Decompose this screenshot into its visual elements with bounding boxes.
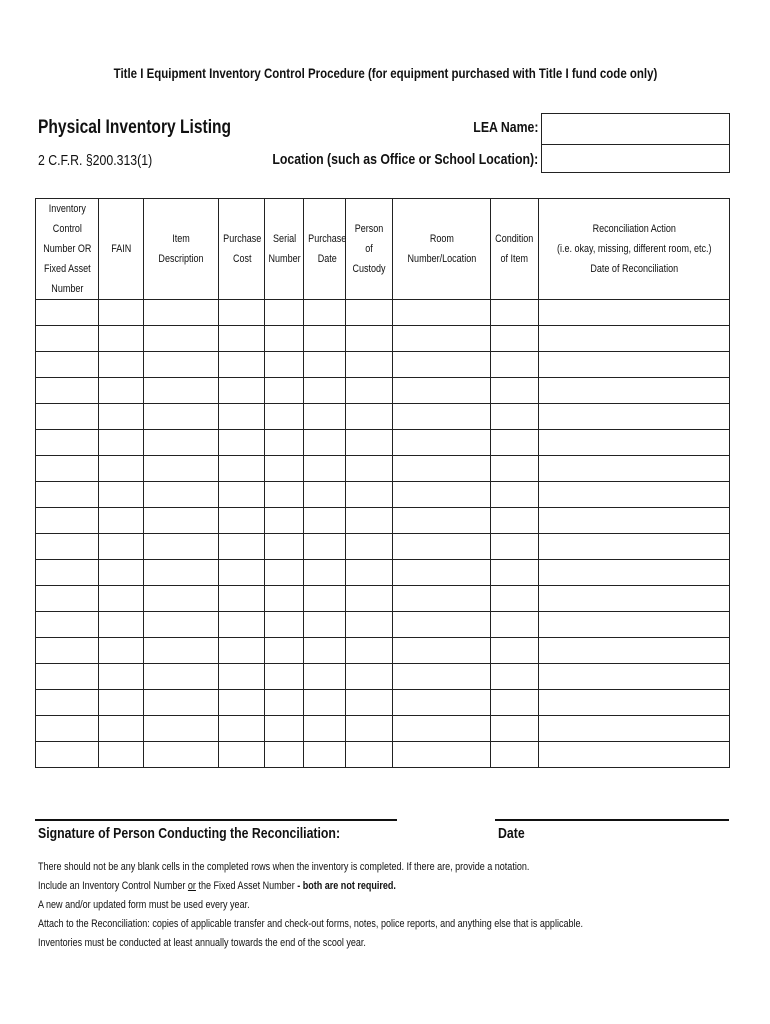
table-cell[interactable] <box>491 378 539 404</box>
table-cell[interactable] <box>393 638 491 664</box>
table-cell[interactable] <box>491 716 539 742</box>
table-cell[interactable] <box>393 742 491 768</box>
table-cell[interactable] <box>219 456 265 482</box>
table-cell[interactable] <box>346 742 393 768</box>
table-cell[interactable] <box>144 560 219 586</box>
table-cell[interactable] <box>393 378 491 404</box>
table-cell[interactable] <box>491 534 539 560</box>
col-purchase-cost: Purchase Cost <box>219 199 265 300</box>
col-room-location: Room Number/Location <box>393 199 491 300</box>
table-cell[interactable] <box>393 430 491 456</box>
table-cell[interactable] <box>304 508 346 534</box>
table-row <box>36 638 730 664</box>
table-cell[interactable] <box>144 352 219 378</box>
table-row <box>36 508 730 534</box>
table-cell[interactable] <box>265 300 304 326</box>
table-cell[interactable] <box>346 456 393 482</box>
table-cell[interactable] <box>539 456 730 482</box>
table-row <box>36 742 730 768</box>
table-cell[interactable] <box>393 690 491 716</box>
note-line: Inventories must be conducted at least annually towards the end of the scool year. <box>38 937 366 949</box>
table-cell[interactable] <box>491 508 539 534</box>
lea-name-field[interactable] <box>541 113 730 145</box>
table-cell[interactable] <box>99 690 144 716</box>
table-row <box>36 378 730 404</box>
table-cell[interactable] <box>36 482 99 508</box>
location-label: Location (such as Office or School Location): <box>272 151 538 168</box>
note-line: A new and/or updated form must be used every year. <box>38 899 250 911</box>
table-cell[interactable] <box>265 430 304 456</box>
table-cell[interactable] <box>99 534 144 560</box>
table-cell[interactable] <box>265 534 304 560</box>
table-cell[interactable] <box>144 456 219 482</box>
table-cell[interactable] <box>491 560 539 586</box>
table-cell[interactable] <box>346 560 393 586</box>
table-cell[interactable] <box>346 326 393 352</box>
table-cell[interactable] <box>393 352 491 378</box>
table-cell[interactable] <box>304 638 346 664</box>
table-cell[interactable] <box>491 352 539 378</box>
table-cell[interactable] <box>304 716 346 742</box>
table-cell[interactable] <box>346 716 393 742</box>
table-cell[interactable] <box>393 482 491 508</box>
table-cell[interactable] <box>539 482 730 508</box>
table-cell[interactable] <box>36 352 99 378</box>
table-cell[interactable] <box>265 716 304 742</box>
table-cell[interactable] <box>219 690 265 716</box>
table-cell[interactable] <box>36 612 99 638</box>
table-cell[interactable] <box>304 456 346 482</box>
table-cell[interactable] <box>393 326 491 352</box>
table-cell[interactable] <box>393 508 491 534</box>
table-cell[interactable] <box>99 664 144 690</box>
table-cell[interactable] <box>265 482 304 508</box>
table-cell[interactable] <box>99 612 144 638</box>
table-cell[interactable] <box>144 404 219 430</box>
col-fain: FAIN <box>99 199 144 300</box>
table-row <box>36 534 730 560</box>
table-cell[interactable] <box>99 560 144 586</box>
table-cell[interactable] <box>36 300 99 326</box>
table-cell[interactable] <box>144 482 219 508</box>
table-cell[interactable] <box>144 326 219 352</box>
table-row <box>36 560 730 586</box>
table-cell[interactable] <box>304 690 346 716</box>
table-row <box>36 404 730 430</box>
table-row <box>36 352 730 378</box>
table-cell[interactable] <box>393 664 491 690</box>
table-row <box>36 612 730 638</box>
table-cell[interactable] <box>265 560 304 586</box>
table-cell[interactable] <box>219 508 265 534</box>
table-cell[interactable] <box>346 352 393 378</box>
table-cell[interactable] <box>393 404 491 430</box>
table-row <box>36 326 730 352</box>
table-cell[interactable] <box>219 638 265 664</box>
table-cell[interactable] <box>36 430 99 456</box>
table-cell[interactable] <box>304 534 346 560</box>
table-cell[interactable] <box>346 690 393 716</box>
table-row <box>36 586 730 612</box>
table-cell[interactable] <box>346 638 393 664</box>
table-cell[interactable] <box>539 508 730 534</box>
table-row <box>36 430 730 456</box>
table-cell[interactable] <box>491 612 539 638</box>
table-cell[interactable] <box>539 716 730 742</box>
table-cell[interactable] <box>99 300 144 326</box>
table-cell[interactable] <box>219 404 265 430</box>
col-purchase-date: Purchase Date <box>304 199 346 300</box>
table-cell[interactable] <box>393 716 491 742</box>
table-cell[interactable] <box>99 404 144 430</box>
table-cell[interactable] <box>144 508 219 534</box>
citation: 2 C.F.R. §200.313(1) <box>38 152 153 169</box>
table-cell[interactable] <box>265 378 304 404</box>
table-cell[interactable] <box>491 586 539 612</box>
table-cell[interactable] <box>491 300 539 326</box>
table-cell[interactable] <box>36 690 99 716</box>
table-cell[interactable] <box>304 300 346 326</box>
table-cell[interactable] <box>219 742 265 768</box>
signature-line <box>35 819 397 821</box>
table-cell[interactable] <box>539 352 730 378</box>
table-cell[interactable] <box>304 404 346 430</box>
note-line: Attach to the Reconciliation: copies of applicable transfer and check-out forms, notes, police reports, and anything else that is applicable. <box>38 918 584 930</box>
table-cell[interactable] <box>304 326 346 352</box>
table-cell[interactable] <box>265 352 304 378</box>
table-cell[interactable] <box>265 508 304 534</box>
col-reconciliation-action: Reconciliation Action (i.e. okay, missing, different room, etc.) Date of Reconciliation <box>539 199 730 300</box>
table-cell[interactable] <box>36 378 99 404</box>
table-cell[interactable] <box>393 456 491 482</box>
table-cell[interactable] <box>99 742 144 768</box>
table-row <box>36 664 730 690</box>
note-line: Include an Inventory Control Number or the Fixed Asset Number - both are not required. <box>38 880 396 892</box>
table-cell[interactable] <box>265 404 304 430</box>
table-cell[interactable] <box>304 664 346 690</box>
table-body <box>36 300 730 768</box>
table-cell[interactable] <box>304 352 346 378</box>
table-cell[interactable] <box>346 586 393 612</box>
table-cell[interactable] <box>304 586 346 612</box>
table-cell[interactable] <box>304 742 346 768</box>
table-cell[interactable] <box>304 560 346 586</box>
table-cell[interactable] <box>219 586 265 612</box>
table-cell[interactable] <box>219 664 265 690</box>
table-cell[interactable] <box>144 300 219 326</box>
location-field[interactable] <box>541 144 730 173</box>
notes <box>38 858 703 953</box>
table-cell[interactable] <box>539 690 730 716</box>
table-cell[interactable] <box>304 612 346 638</box>
table-cell[interactable] <box>99 586 144 612</box>
table-cell[interactable] <box>36 534 99 560</box>
table-cell[interactable] <box>144 716 219 742</box>
table-cell[interactable] <box>36 326 99 352</box>
table-cell[interactable] <box>219 430 265 456</box>
table-cell[interactable] <box>265 612 304 638</box>
table-cell[interactable] <box>393 560 491 586</box>
table-cell[interactable] <box>219 560 265 586</box>
table-cell[interactable] <box>491 326 539 352</box>
table-row <box>36 456 730 482</box>
col-person-of-custody: Person of Custody <box>346 199 393 300</box>
table-cell[interactable] <box>219 534 265 560</box>
table-cell[interactable] <box>36 716 99 742</box>
table-cell[interactable] <box>219 612 265 638</box>
table-cell[interactable] <box>144 664 219 690</box>
table-cell[interactable] <box>539 638 730 664</box>
table-cell[interactable] <box>539 742 730 768</box>
table-cell[interactable] <box>219 352 265 378</box>
table-cell[interactable] <box>346 378 393 404</box>
table-row <box>36 300 730 326</box>
table-cell[interactable] <box>99 716 144 742</box>
table-row <box>36 482 730 508</box>
table-cell[interactable] <box>304 430 346 456</box>
col-item-description: Item Description <box>144 199 219 300</box>
table-cell[interactable] <box>393 534 491 560</box>
table-cell[interactable] <box>539 560 730 586</box>
table-cell[interactable] <box>36 456 99 482</box>
table-cell[interactable] <box>539 612 730 638</box>
table-cell[interactable] <box>393 612 491 638</box>
table-cell[interactable] <box>265 326 304 352</box>
table-cell[interactable] <box>265 456 304 482</box>
table-cell[interactable] <box>539 326 730 352</box>
table-cell[interactable] <box>144 690 219 716</box>
table-cell[interactable] <box>346 482 393 508</box>
table-cell[interactable] <box>219 300 265 326</box>
table-cell[interactable] <box>36 560 99 586</box>
table-cell[interactable] <box>265 690 304 716</box>
table-cell[interactable] <box>219 716 265 742</box>
table-cell[interactable] <box>346 508 393 534</box>
signature-label: Signature of Person Conducting the Reconciliation: <box>38 825 341 842</box>
table-cell[interactable] <box>491 690 539 716</box>
table-cell[interactable] <box>346 612 393 638</box>
table-cell[interactable] <box>144 378 219 404</box>
table-cell[interactable] <box>99 352 144 378</box>
table-cell[interactable] <box>491 742 539 768</box>
table-cell[interactable] <box>491 404 539 430</box>
sheet-title: Physical Inventory Listing <box>38 117 232 138</box>
table-cell[interactable] <box>539 664 730 690</box>
table-cell[interactable] <box>346 404 393 430</box>
table-cell[interactable] <box>219 482 265 508</box>
col-condition: Condition of Item <box>491 199 539 300</box>
table-cell[interactable] <box>539 300 730 326</box>
table-cell[interactable] <box>99 430 144 456</box>
table-cell[interactable] <box>219 378 265 404</box>
table-cell[interactable] <box>539 378 730 404</box>
inventory-table <box>35 198 730 768</box>
table-cell[interactable] <box>346 664 393 690</box>
table-row <box>36 690 730 716</box>
table-cell[interactable] <box>491 638 539 664</box>
table-cell[interactable] <box>36 404 99 430</box>
table-cell[interactable] <box>491 430 539 456</box>
table-cell[interactable] <box>393 586 491 612</box>
col-inventory-control-number: Inventory Control Number OR Fixed Asset Number <box>36 199 99 300</box>
table-cell[interactable] <box>539 534 730 560</box>
table-cell[interactable] <box>36 664 99 690</box>
table-cell[interactable] <box>144 742 219 768</box>
table-cell[interactable] <box>393 300 491 326</box>
table-cell[interactable] <box>265 664 304 690</box>
table-cell[interactable] <box>36 742 99 768</box>
table-cell[interactable] <box>144 430 219 456</box>
table-cell[interactable] <box>99 456 144 482</box>
table-cell[interactable] <box>219 326 265 352</box>
table-cell[interactable] <box>491 482 539 508</box>
table-cell[interactable] <box>99 378 144 404</box>
table-cell[interactable] <box>265 638 304 664</box>
table-cell[interactable] <box>36 508 99 534</box>
table-cell[interactable] <box>99 508 144 534</box>
note-line: There should not be any blank cells in the completed rows when the inventory is completed. If there are, provide a notation. <box>38 861 530 873</box>
table-cell[interactable] <box>346 534 393 560</box>
document-title: Title I Equipment Inventory Control Procedure (for equipment purchased with Title I fund code only) <box>113 65 657 81</box>
lea-name-label: LEA Name: <box>472 119 538 136</box>
col-serial-number: Serial Number <box>265 199 304 300</box>
table-cell[interactable] <box>144 534 219 560</box>
table-cell[interactable] <box>36 638 99 664</box>
table-cell[interactable] <box>144 638 219 664</box>
table-cell[interactable] <box>304 482 346 508</box>
table-cell[interactable] <box>265 586 304 612</box>
table-cell[interactable] <box>491 456 539 482</box>
date-line <box>495 819 729 821</box>
table-cell[interactable] <box>491 664 539 690</box>
table-cell[interactable] <box>346 300 393 326</box>
table-cell[interactable] <box>265 742 304 768</box>
table-row <box>36 716 730 742</box>
table-cell[interactable] <box>144 612 219 638</box>
table-cell[interactable] <box>99 638 144 664</box>
table-cell[interactable] <box>99 482 144 508</box>
table-cell[interactable] <box>304 378 346 404</box>
table-header-row <box>36 199 730 300</box>
date-label: Date <box>498 825 525 842</box>
table-cell[interactable] <box>539 430 730 456</box>
table-cell[interactable] <box>99 326 144 352</box>
table-cell[interactable] <box>36 586 99 612</box>
table-cell[interactable] <box>346 430 393 456</box>
table-cell[interactable] <box>539 404 730 430</box>
table-cell[interactable] <box>144 586 219 612</box>
table-cell[interactable] <box>539 586 730 612</box>
